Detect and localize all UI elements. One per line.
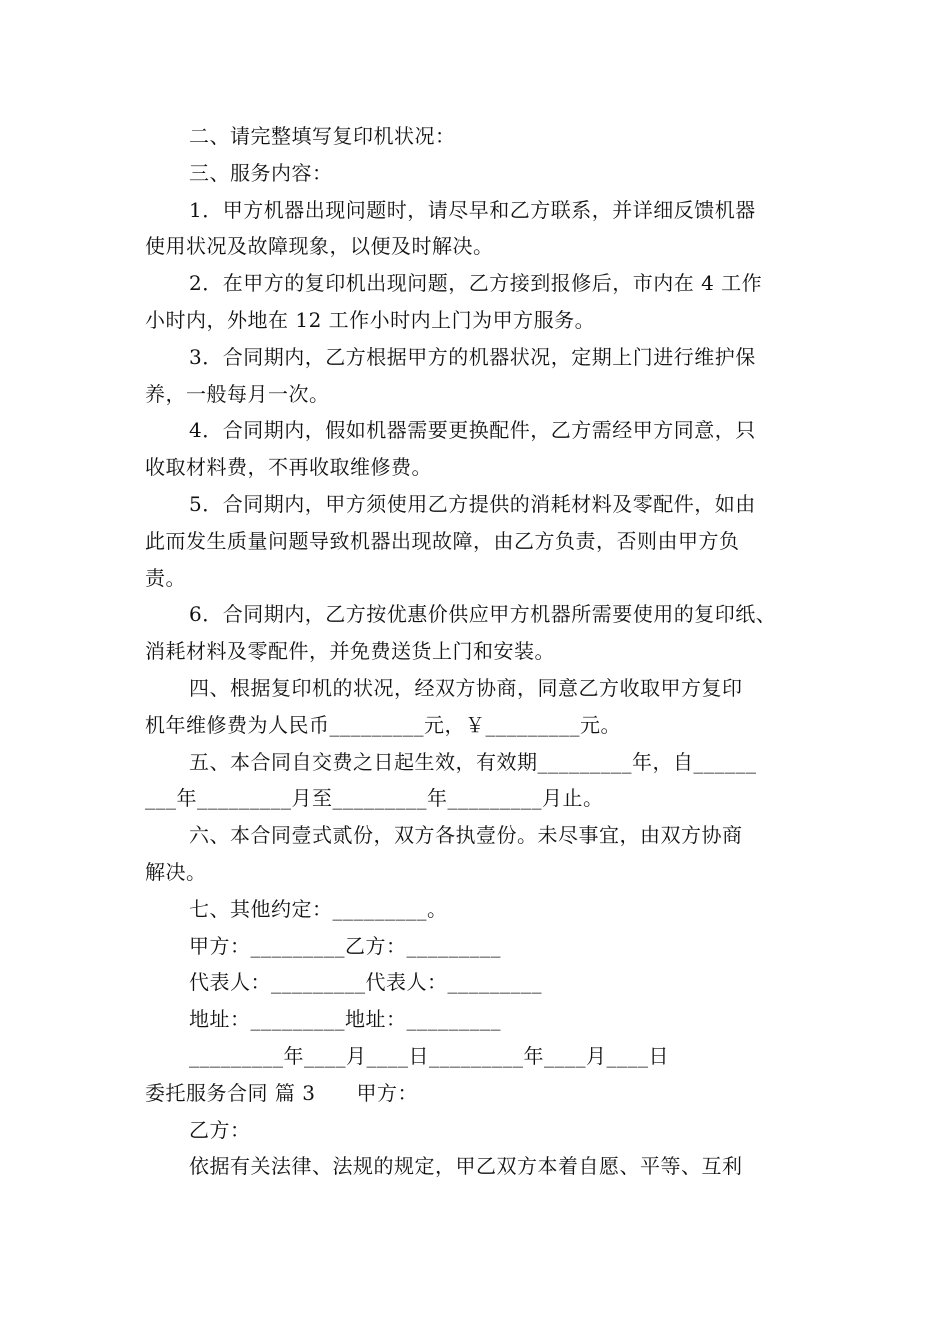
text-line: 依据有关法律、法规的规定，甲乙双方本着自愿、平等、互利 [189,1154,743,1179]
text-line: 3．合同期内，乙方根据甲方的机器状况，定期上门进行维护保 [189,344,756,369]
text-line: 小时内，外地在 12 工作小时内上门为甲方服务。 [145,307,596,332]
text-line: 六、本合同壹式贰份，双方各执壹份。未尽事宜，由双方协商 [189,823,743,848]
text-line: 收取材料费，不再收取维修费。 [145,455,432,480]
text-line: 解决。 [145,859,207,884]
text-line: 6．合同期内，乙方按优惠价供应甲方机器所需要使用的复印纸、 [189,602,777,627]
text-line: _________年____月____日_________年____月____日 [189,1043,669,1068]
text-line: 机年维修费为人民币_________元，￥_________元。 [145,712,621,737]
text-line: 使用状况及故障现象，以便及时解决。 [145,234,494,259]
text-line: 2．在甲方的复印机出现问题，乙方接到报修后，市内在 4 工作 [189,271,763,296]
text-line: 1．甲方机器出现问题时，请尽早和乙方联系，并详细反馈机器 [189,197,756,222]
text-line: 五、本合同自交费之日起生效，有效期_________年，自______ [189,749,757,774]
text-line: 三、服务内容： [189,160,333,185]
text-line: 养，一般每月一次。 [145,381,330,406]
text-line: 四、根据复印机的状况，经双方协商，同意乙方收取甲方复印 [189,675,743,700]
text-line: 地址：_________地址：_________ [189,1007,501,1032]
text-line: 甲方：_________乙方：_________ [189,933,501,958]
text-line: 5．合同期内，甲方须使用乙方提供的消耗材料及零配件，如由 [189,491,756,516]
text-line: 代表人：_________代表人：_________ [189,970,542,995]
text-line: 七、其他约定：_________。 [189,896,448,921]
document-body [145,118,825,1185]
text-line: 责。 [145,565,186,590]
text-line: 二、请完整填写复印机状况： [189,124,456,148]
text-line: 此而发生质量问题导致机器出现故障，由乙方负责，否则由甲方负 [145,528,740,553]
text-line: ___年_________月至_________年_________月止。 [145,786,604,811]
text-line: 委托服务合同 篇 3 甲方： [145,1080,418,1105]
text-line: 乙方： [189,1117,251,1142]
text-line: 4．合同期内，假如机器需要更换配件，乙方需经甲方同意，只 [189,418,756,443]
text-line: 消耗材料及零配件，并免费送货上门和安装。 [145,639,555,664]
